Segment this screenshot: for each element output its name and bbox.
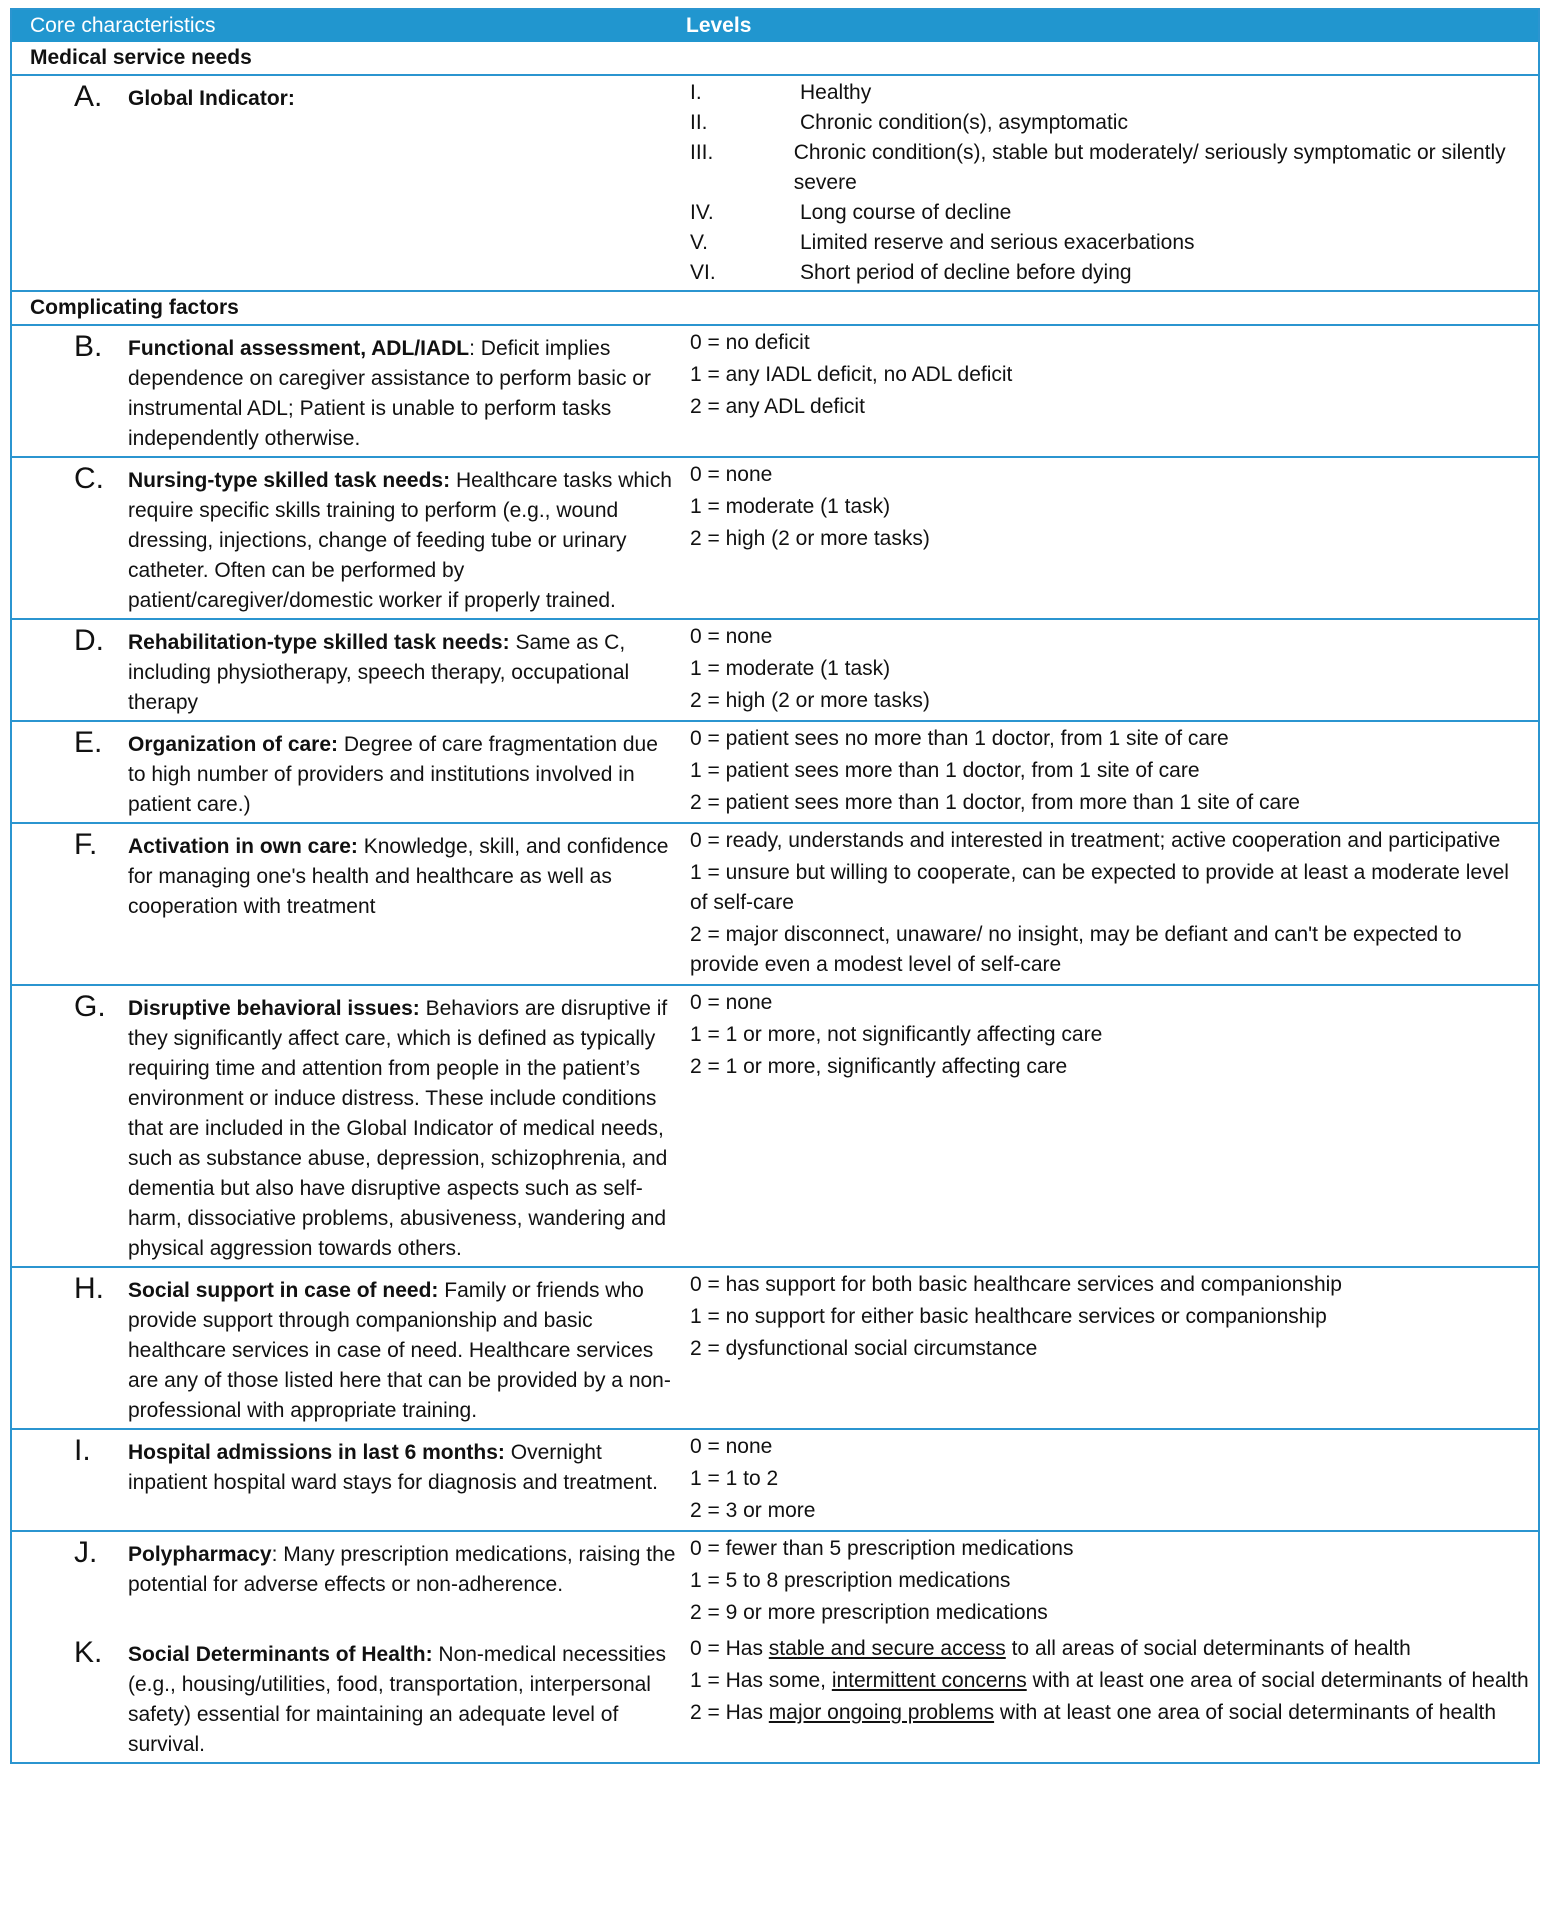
row-description: Deficit implies dependence on caregiver assistance to perform basic or instrumental ADL; Patient is unable to perform tasks independently otherwise. — [128, 337, 651, 450]
option-2: 2 = major disconnect, unaware/ no insight, may be defiant and can't be expected to provide even a modest level of self-care — [690, 923, 1462, 976]
row-k — [12, 1632, 1538, 1762]
row-title: Rehabilitation-type skilled task needs: — [128, 631, 510, 654]
section-medical-service-needs: Medical service needs — [12, 42, 1538, 76]
option-0: 0 = fewer than 5 prescription medications — [690, 1537, 1074, 1560]
option-2: 2 = 3 or more — [690, 1499, 816, 1522]
row-options — [686, 1430, 1538, 1530]
row-letter: G. — [74, 990, 106, 1023]
option-1: 1 = 1 or more, not significantly affecting care — [690, 1023, 1103, 1046]
row-f — [12, 824, 1538, 986]
row-options — [686, 986, 1538, 1266]
row-description: Behaviors are disruptive if they significantly affect care, which is defined as typically requiring time and attention from people in the patient’s environment or induce distress. These include conditions that are included in the Global Indicator of medical needs, such as substance abuse, depression, schizophrenia, and dementia but also have disruptive aspects such as self-harm, dissociative problems, abusiveness, wandering and physical aggression towards others. — [128, 997, 668, 1260]
row-letter: K. — [74, 1636, 103, 1669]
row-title: Social support in case of need: — [128, 1279, 439, 1302]
row-j: J. Polypharmacy: Many prescription medications, raising the potential for adverse effects or non-adherence. 0 = fewer than 5 prescription medications 1 = 5 to 8 prescription medications 2 = 9 or more prescription medications — [12, 1532, 1538, 1632]
option-1: 1 = any IADL deficit, no ADL deficit — [690, 363, 1013, 386]
row-description: Healthcare tasks which require specific skills training to perform (e.g., wound dressing, injections, change of feeding tube or urinary catheter. Often can be performed by patient/caregiver/domestic worker if properly trained. — [128, 469, 672, 612]
row-a — [12, 76, 1538, 292]
row-title: Polypharmacy — [128, 1543, 272, 1566]
row-options — [686, 1532, 1538, 1632]
level-text: Long course of decline — [800, 201, 1012, 224]
option-2: 2 = dysfunctional social circumstance — [690, 1337, 1038, 1360]
option-0: 0 = ready, understands and interested in treatment; active cooperation and participative — [690, 829, 1501, 852]
row-i — [12, 1430, 1538, 1532]
row-h — [12, 1268, 1538, 1430]
level-text: Chronic condition(s), stable but moderately/ seriously symptomatic or silently severe — [793, 141, 1506, 194]
row-title: Global Indicator: — [128, 87, 295, 110]
row-description: Overnight inpatient hospital ward stays for diagnosis and treatment. — [128, 1441, 658, 1494]
row-letter: A. — [74, 80, 103, 113]
option-1: 1 = 5 to 8 prescription medications — [690, 1569, 1011, 1592]
option-2: 2 = 1 or more, significantly affecting care — [690, 1055, 1068, 1078]
row-title: Social Determinants of Health: — [128, 1643, 433, 1666]
option-2: 2 = 9 or more prescription medications — [690, 1601, 1048, 1624]
global-indicator-levels: I. Healthy II. Chronic condition(s), asymptomatic III. Chronic condition(s), stable but moderately/ seriously symptomatic or silently severe IV. Long course of decline V. Limited reserve and serious exacerbations VI. Short period of decline before dying — [686, 76, 1538, 290]
row-c — [12, 458, 1538, 620]
row-options — [686, 458, 1538, 618]
option-1: 1 = no support for either basic healthcare services or companionship — [690, 1305, 1327, 1328]
row-options — [686, 824, 1538, 984]
row-title: Hospital admissions in last 6 months: — [128, 1441, 505, 1464]
option-0: 0 = no deficit — [690, 331, 810, 354]
option-0: 0 = patient sees no more than 1 doctor, from 1 site of care — [690, 727, 1229, 750]
option-1: 1 = moderate (1 task) — [690, 495, 891, 518]
option-2: 2 = Has major ongoing problems with at least one area of social determinants of health — [690, 1701, 1497, 1724]
row-title: Functional assessment, ADL/IADL — [128, 337, 470, 360]
assessment-table — [10, 8, 1540, 1764]
row-letter: I. — [74, 1434, 91, 1467]
row-letter: E. — [74, 726, 103, 759]
section-complicating-factors: Complicating factors — [12, 292, 1538, 326]
row-description: Many prescription medications, raising the potential for adverse effects or non-adherence. — [128, 1543, 676, 1596]
row-options — [686, 1268, 1538, 1428]
header-core-characteristics: Core characteristics — [30, 14, 216, 37]
row-letter: C. — [74, 462, 104, 495]
row-title: Activation in own care: — [128, 835, 358, 858]
option-1: 1 = 1 to 2 — [690, 1467, 779, 1490]
row-g — [12, 986, 1538, 1268]
option-2: 2 = any ADL deficit — [690, 395, 865, 418]
option-2: 2 = high (2 or more tasks) — [690, 527, 930, 550]
option-0: 0 = Has stable and secure access to all areas of social determinants of health — [690, 1637, 1411, 1660]
row-title: Organization of care: — [128, 733, 339, 756]
row-description: Non-medical necessities (e.g., housing/utilities, food, transportation, interpersonal safety) essential for maintaining an adequate level of survival. — [128, 1643, 667, 1756]
option-1: 1 = moderate (1 task) — [690, 657, 891, 680]
level-text: Limited reserve and serious exacerbations — [800, 231, 1195, 254]
option-0: 0 = none — [690, 1435, 773, 1458]
option-0: 0 = none — [690, 991, 773, 1014]
row-letter: H. — [74, 1272, 104, 1305]
row-description: Same as C, including physiotherapy, speech therapy, occupational therapy — [128, 631, 630, 714]
option-0: 0 = none — [690, 463, 773, 486]
row-options — [686, 620, 1538, 720]
row-options — [686, 722, 1538, 822]
level-text: Chronic condition(s), asymptomatic — [800, 111, 1128, 134]
row-b: B. Functional assessment, ADL/IADL: Deficit implies dependence on caregiver assistance to perform basic or instrumental ADL; Patient is unable to perform tasks independently otherwise. 0 = no deficit 1 = any IADL deficit, no ADL deficit 2 = any ADL deficit — [12, 326, 1538, 458]
level-text: Healthy — [800, 81, 872, 104]
option-0: 0 = has support for both basic healthcare services and companionship — [690, 1273, 1342, 1296]
row-title: Disruptive behavioral issues: — [128, 997, 420, 1020]
table-header — [12, 10, 1538, 42]
header-levels: Levels — [686, 14, 752, 37]
row-letter: B. — [74, 330, 103, 363]
option-1: 1 = Has some, intermittent concerns with at least one area of social determinants of health — [690, 1669, 1529, 1692]
row-options — [686, 326, 1538, 456]
row-options — [686, 1632, 1538, 1762]
row-title: Nursing-type skilled task needs: — [128, 469, 451, 492]
option-1: 1 = patient sees more than 1 doctor, from 1 site of care — [690, 759, 1200, 782]
row-letter: F. — [74, 828, 98, 861]
option-1: 1 = unsure but willing to cooperate, can be expected to provide at least a moderate level of self-care — [690, 861, 1509, 914]
option-2: 2 = patient sees more than 1 doctor, from more than 1 site of care — [690, 791, 1300, 814]
row-d — [12, 620, 1538, 722]
row-letter: D. — [74, 624, 104, 657]
level-text: Short period of decline before dying — [800, 261, 1132, 284]
option-0: 0 = none — [690, 625, 773, 648]
row-description: Family or friends who provide support through companionship and basic healthcare services in case of need. Healthcare services are any of those listed here that can be provided by a non-professional with appropriate training. — [128, 1279, 671, 1422]
row-e — [12, 722, 1538, 824]
row-description: Degree of care fragmentation due to high number of providers and institutions involved in patient care.) — [128, 733, 658, 816]
row-description: Knowledge, skill, and confidence for managing one's health and healthcare as well as cooperation with treatment — [128, 835, 669, 918]
option-2: 2 = high (2 or more tasks) — [690, 689, 930, 712]
row-letter: J. — [74, 1536, 98, 1569]
